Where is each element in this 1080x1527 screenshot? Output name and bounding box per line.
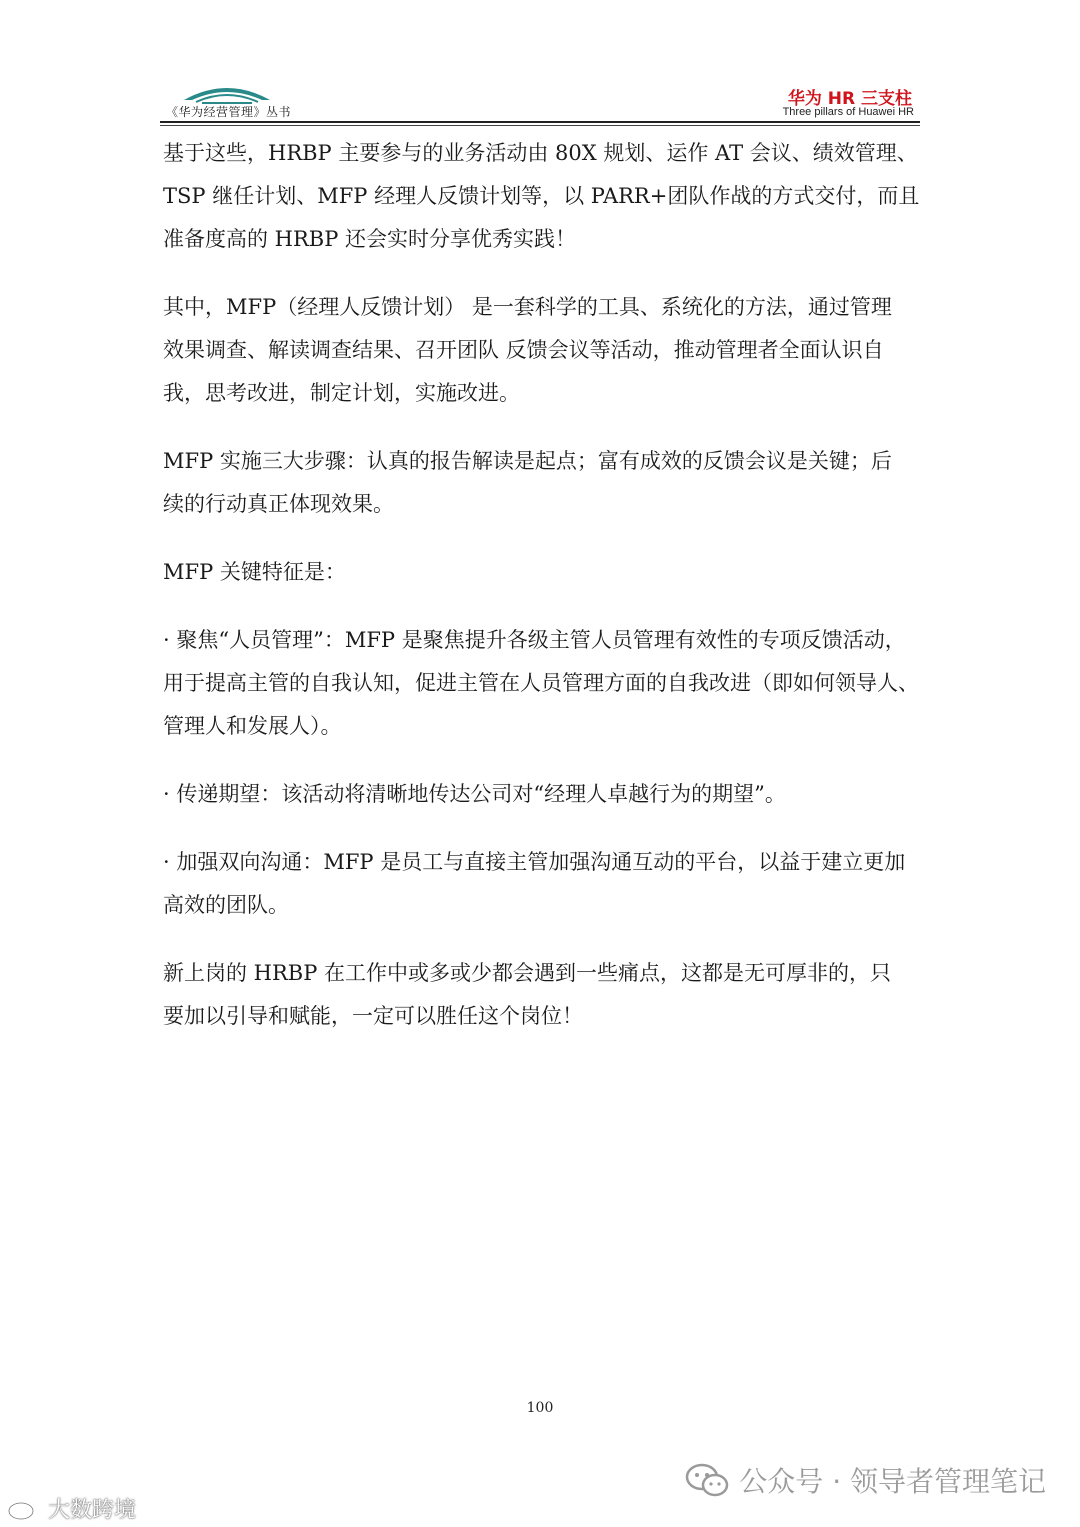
page-header xyxy=(160,70,920,120)
weibo-watermark-text: 大数跨境 xyxy=(48,1498,137,1523)
text-line: 要加以引导和赋能，一定可以胜任这个岗位！ xyxy=(163,1004,583,1028)
text-line: 其中，MFP（经理人反馈计划） 是一套科学的工具、系统化的方法，通过管理 xyxy=(163,295,892,319)
page-number: 100 xyxy=(526,1400,554,1416)
roof-logo-icon xyxy=(182,78,272,106)
text-line: 我，思考改进，制定计划，实施改进。 xyxy=(163,381,520,405)
text-line: · 加强双向沟通：MFP 是员工与直接主管加强沟通互动的平台，以益于建立更加 xyxy=(163,850,906,874)
text-line: TSP 继任计划、MFP 经理人反馈计划等，以 PARR+团队作战的方式交付，而且 xyxy=(163,184,920,208)
text-line: MFP 实施三大步骤：认真的报告解读是起点；富有成效的反馈会议是关键；后 xyxy=(163,449,892,473)
wechat-watermark-text: 公众号 · 领导者管理笔记 xyxy=(739,1465,1046,1498)
paragraph-mfp-features-heading xyxy=(163,551,921,594)
bullet-focus-people-management xyxy=(163,619,921,748)
weibo-watermark xyxy=(6,1493,136,1524)
text-line: 用于提高主管的自我认知，促进主管在人员管理方面的自我改进（即如何领导人、 xyxy=(163,671,919,695)
paragraph-mfp-steps xyxy=(163,440,921,526)
bullet-two-way-communication xyxy=(163,841,921,927)
text-line: 效果调查、解读调查结果、召开团队 反馈会议等活动，推动管理者全面认识自 xyxy=(163,338,884,362)
wechat-watermark xyxy=(685,1460,1046,1500)
text-line: 新上岗的 HRBP 在工作中或多或少都会遇到一些痛点，这都是无可厚非的，只 xyxy=(163,961,892,985)
text-line: · 传递期望：该活动将清晰地传达公司对“经理人卓越行为的期望”。 xyxy=(163,782,786,806)
text-line: 高效的团队。 xyxy=(163,893,289,917)
text-line: 基于这些，HRBP 主要参与的业务活动由 80X 规划、运作 AT 会议、绩效管理、 xyxy=(163,141,918,165)
series-title: 《华为经营管理》丛书 xyxy=(166,105,292,119)
brand-subtitle: Three pillars of Huawei HR xyxy=(782,106,914,118)
header-rule xyxy=(160,121,920,123)
bullet-deliver-expectations xyxy=(163,773,921,816)
header-rule-thin xyxy=(160,125,920,126)
text-line: 准备度高的 HRBP 还会实时分享优秀实践！ xyxy=(163,227,577,251)
document-body xyxy=(163,132,921,1038)
brand-title: 华为 HR 三支柱 xyxy=(787,89,912,109)
paragraph-hrbp-activities xyxy=(163,132,921,261)
text-line: · 聚焦“人员管理”：MFP 是聚焦提升各级主管人员管理有效性的专项反馈活动， xyxy=(163,628,906,652)
weibo-icon xyxy=(6,1497,44,1521)
paragraph-new-hrbp xyxy=(163,952,921,1038)
wechat-icon xyxy=(685,1463,729,1497)
text-line: 管理人和发展人）。 xyxy=(163,714,342,738)
text-line: MFP 关键特征是： xyxy=(163,560,346,584)
paragraph-mfp-definition xyxy=(163,286,921,415)
text-line: 续的行动真正体现效果。 xyxy=(163,492,394,516)
